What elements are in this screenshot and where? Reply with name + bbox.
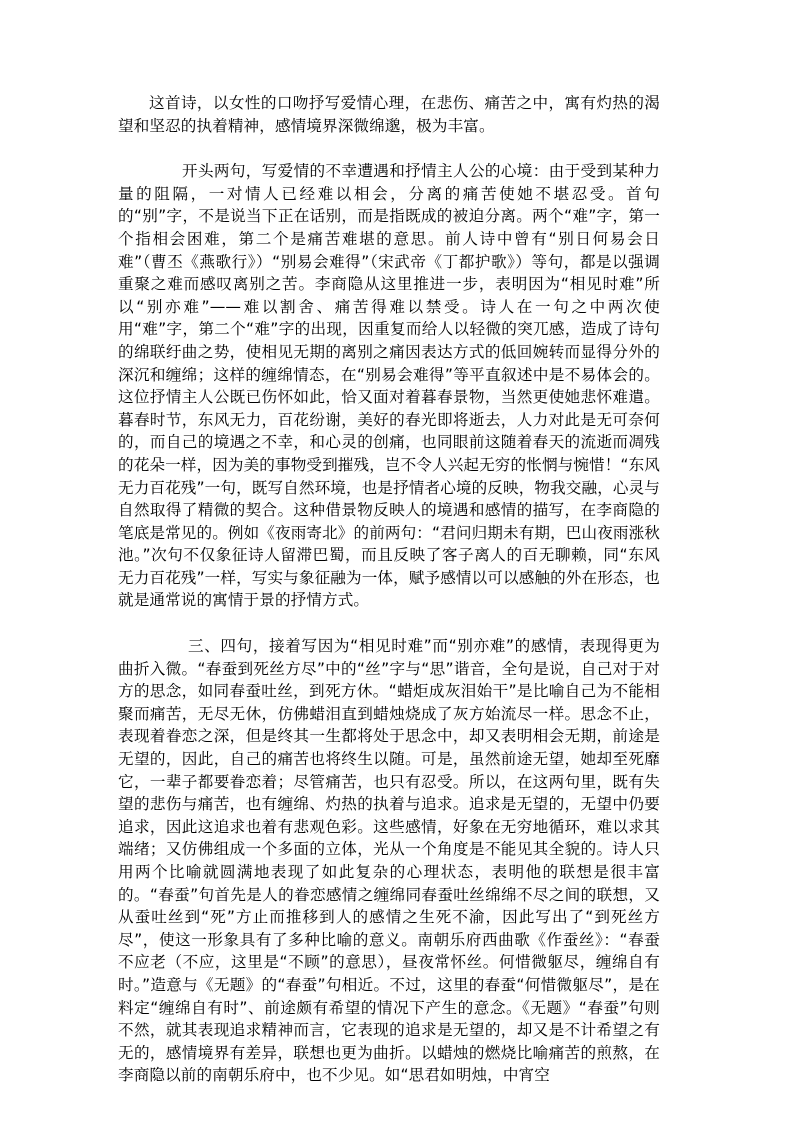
paragraph-lines-one-two: 开头两句，写爱情的不幸遭遇和抒情主人公的心境：由于受到某种力量的阻隔，一对情人已经难以相会，分离的痛苦使她不堪忍受。首句的“别”字，不是说当下正在话别，而是指既成的被迫分离。两个“难”字，第一个指相会困难，第二个是痛苦难堪的意思。前人诗中曾有“别日何易会日难”（曹丕《燕歌行》）“别易会难得”（宋武帝《丁都护歌》）等句，都是以强调重聚之难而感叹离别之苦。李商隐从这里推进一步，表明因为“相见时难”所以“别亦难”——难以割舍、痛苦得难以禁受。诗人在一句之中两次使用“难”字，第二个“难”字的出现，因重复而给人以轻微的突兀感，造成了诗句的绵联纡曲之势，使相见无期的离别之痛因表达方式的低回婉转而显得分外的深沉和缠绵；这样的缠绵情态，在“别易会难得”等平直叙述中是不易体会的。这位抒情主人公既已伤怀如此，恰又面对着暮春景物，当然更使她悲怀难遣。暮春时节，东风无力，百花纷谢，美好的春光即将逝去，人力对此是无可奈何的，而自己的境遇之不幸，和心灵的创痛，也同眼前这随着春天的流逝而凋残的花朵一样，因为美的事物受到摧残，岂不令人兴起无穷的怅惘与惋惜！“东风无力百花残”一句，既写自然环境，也是抒情者心境的反映，物我交融，心灵与自然取得了精微的契合。这种借景物反映人的境遇和感情的描写，在李商隐的笔底是常见的。例如《夜雨寄北》的前两句：“君问归期未有期，巴山夜雨涨秋池。”次句不仅象征诗人留滞巴蜀，而且反映了客子离人的百无聊赖，同“东风无力百花残”一样，写实与象征融为一体，赋予感情以可以感触的外在形态，也就是通常说的寓情于景的抒情方式。 [118,162,660,610]
paragraph-intro: 这首诗，以女性的口吻抒写爱情心理，在悲伤、痛苦之中，寓有灼热的渴望和坚忍的执着精神，感情境界深微绵邈，极为丰富。 [118,94,660,135]
paragraph-lines-three-four: 三、四句，接着写因为“相见时难”而“别亦难”的感情，表现得更为曲折入微。“春蚕到死丝方尽”中的“丝”字与“思”谐音，全句是说，自己对于对方的思念，如同春蚕吐丝，到死方休。“蜡炬成灰泪始干”是比喻自己为不能相聚而痛苦，无尽无休，仿佛蜡泪直到蜡烛烧成了灰方始流尽一样。思念不止，表现着眷恋之深，但是终其一生都将处于思念中，却又表明相会无期，前途是无望的，因此，自己的痛苦也将终生以随。可是，虽然前途无望，她却至死靡它，一辈子都要眷恋着；尽管痛苦，也只有忍受。所以，在这两句里，既有失望的悲伤与痛苦，也有缠绵、灼热的执着与追求。追求是无望的，无望中仍要追求，因此这追求也着有悲观色彩。这些感情，好象在无穷地循环，难以求其端绪；又仿佛组成一个多面的立体，光从一个角度是不能见其全貌的。诗人只用两个比喻就圆满地表现了如此复杂的心理状态，表明他的联想是很丰富的。“春蚕”句首先是人的眷恋感情之缠绵同春蚕吐丝绵绵不尽之间的联想，又从蚕吐丝到“死”方止而推移到人的感情之生死不渝，因此写出了“到死丝方尽”，使这一形象具有了多种比喻的意义。南朝乐府西曲歌《作蚕丝》：“春蚕不应老（不应，这里是“不顾”的意思），昼夜常怀丝。何惜微躯尽，缠绵自有时。”造意与《无题》的“春蚕”句相近。不过，这里的春蚕“何惜微躯尽”，是在料定“缠绵自有时”、前途颇有希望的情况下产生的意念。《无题》“春蚕”句则不然，就其表现追求精神而言，它表现的追求是无望的，却又是不计希望之有无的，感情境界有差异，联想也更为曲折。以蜡烛的燃烧比喻痛苦的煎熬，在李商隐以前的南朝乐府中，也不少见。如“思君如明烛，中宵空 [118,637,660,1085]
document-page [118,92,660,1087]
